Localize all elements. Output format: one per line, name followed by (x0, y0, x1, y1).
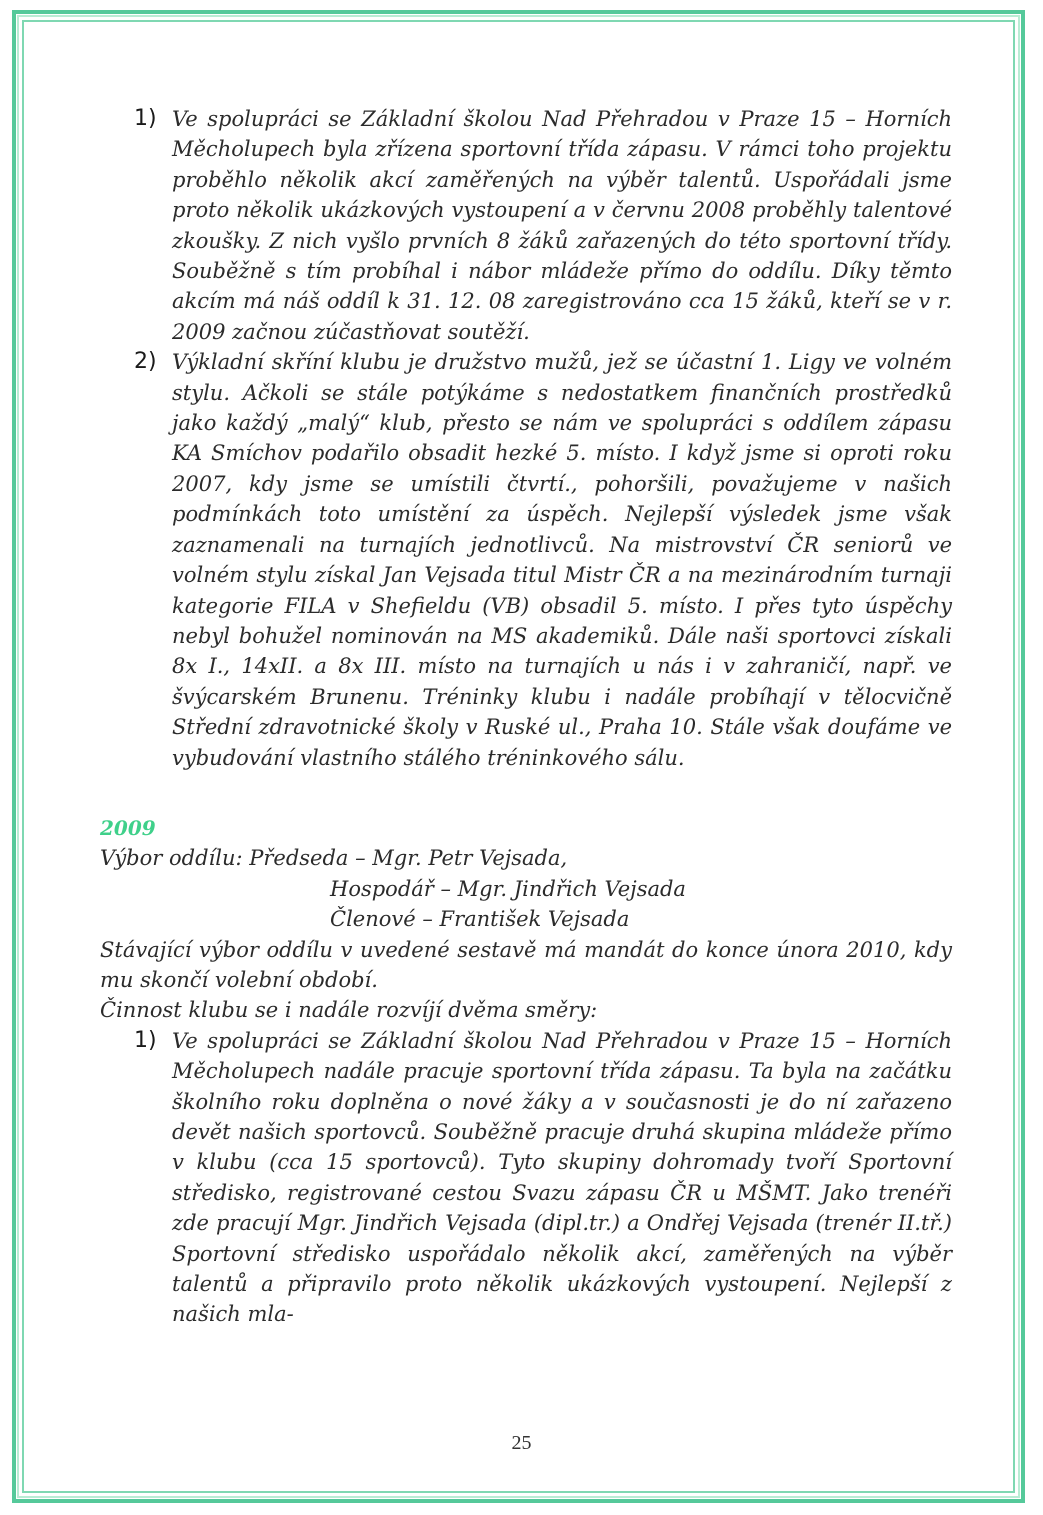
committee-chair: Předseda – Mgr. Petr Vejsada, (249, 846, 568, 871)
list-item-text: Ve spolupráci se Základní školou Nad Přehradou v Praze 15 – Horních Měcholupech nadále pracuje sportovní třída zápasu. Ta byla na začátku školního roku doplněna o nové žáky a v současnosti je do ní zařazeno devět našich sportovců. Souběžně pracuje druhá skupina mládeže přímo v klubu (cca 15 sportovců). Tyto skupiny dohromady tvoří Sportovní středisko, registrované cestou Svazu zápasu ČR u MŠMT. Jako trenéři zde pracují Mgr. Jindřich Vejsada (dipl.tr.) a Ondřej Vejsada (trenér II.tř.) Sportovní středisko uspořádalo několik akcí, zaměřených na výběr talentů a připravilo proto několik ukázkových vystoupení. Nejlepší z našich mla- (172, 1028, 952, 1327)
list-number: 1) (134, 1027, 157, 1053)
list-number: 1) (134, 106, 157, 131)
committee-label: Výbor oddílu: (100, 846, 243, 871)
committee-members: Členové – František Vejsada (330, 907, 630, 932)
list-item-text: Ve spolupráci se Základní školou Nad Přehradou v Praze 15 – Horních Měcholupech byla zřízena sportovní třída zápasu. V rámci toho projektu proběhlo několik akcí zaměřených na výběr talentů. Uspořádali jsme proto několik ukázkových vystoupení a v červnu 2008 proběhly talentové zkoušky. Z nich vyšlo prvních 8 žáků zařazených do této sportovní třídy. Souběžně s tím probíhal i nábor mládeže přímo do oddílu. Díky těmto akcím má náš oddíl k 31. 12. 08 zaregistrováno cca 15 žáků, kteří se v r. 2009 začnou zúčastňovat soutěží. (172, 107, 952, 344)
year-heading: 2009 (100, 815, 156, 840)
activity-intro: Činnost klubu se i nadále rozvíjí dvěma směry: (100, 998, 598, 1023)
list-item-2008-2 (100, 347, 952, 773)
page-number: 25 (511, 1432, 532, 1454)
list-number: 2) (134, 349, 157, 375)
committee-first-line (100, 843, 952, 873)
list-item-2009-1 (100, 1026, 952, 1330)
page-content (100, 104, 952, 1330)
list-item-2008-1 (100, 104, 952, 347)
mandate-text: Stávající výbor oddílu v uvedené sestavě má mandát do konce února 2010, kdy mu skončí volební období. (100, 937, 952, 992)
committee-treasurer: Hospodář – Mgr. Jindřich Vejsada (330, 876, 686, 901)
list-item-text: Výkladní skříní klubu je družstvo mužů, jež se účastní 1. Ligy ve volném stylu. Ačkoli se stále potýkáme s nedostatkem finančních prostředků jako každý „malý“ klub, přesto se nám ve spolupráci s oddílem zápasu KA Smíchov podařilo obsadit hezké 5. místo. I když jsme si oproti roku 2007, kdy jsme se umístili čtvrtí., pohoršili, považujeme v našich podmínkách toto umístění za úspěch. Nejlepší výsledek jsme však zaznamenali na turnajích jednotlivců. Na mistrovství ČR seniorů ve volném stylu získal Jan Vejsada titul Mistr ČR a na mezinárodním turnaji kategorie FILA v Shefieldu (VB) obsadil 5. místo. I přes tyto úspěchy nebyl bohužel nominován na MS akademiků. Dále naši sportovci získali 8x I., 14xII. a 8x III. místo na turnajích u nás i v zahraničí, např. ve švýcarském Brunenu. Tréninky klubu i nadále probíhají v tělocvičně Střední zdravotnické školy v Ruské ul., Praha 10. Stále však doufáme ve vybudování vlastního stálého tréninkového sálu. (172, 350, 952, 770)
